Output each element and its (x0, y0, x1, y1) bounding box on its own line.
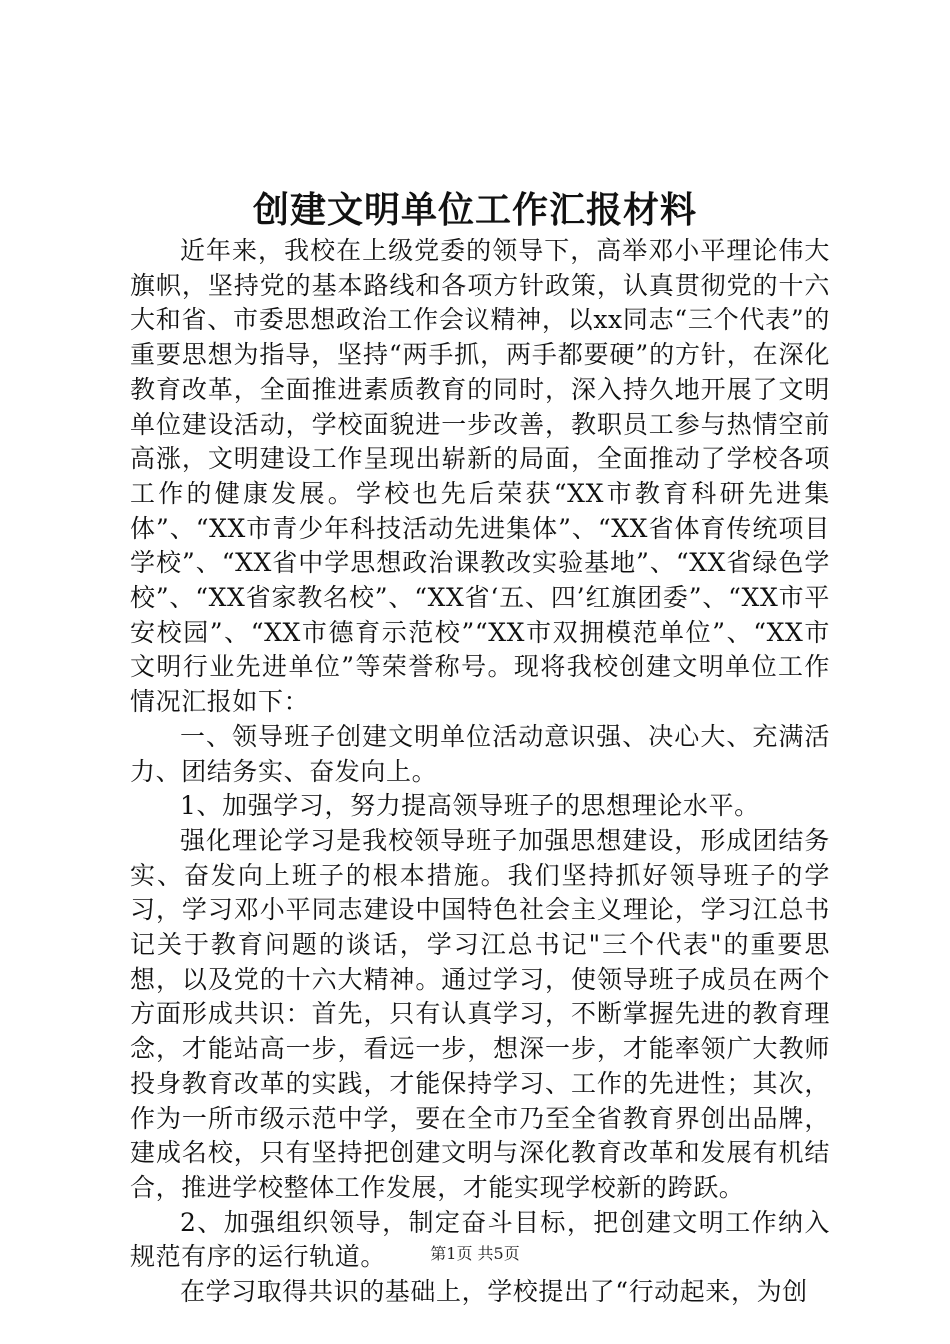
document-title: 创建文明单位工作汇报材料 (252, 189, 697, 231)
page-footer: 第1页 共5页 (430, 1244, 520, 1263)
paragraph-continued: 在学习取得共识的基础上，学校提出了“行动起来，为创 (180, 1277, 808, 1307)
paragraph-study: 强化理论学习是我校领导班子加强思想建设，形成团结务实、奋发向上班子的根本措施。我们坚持抓好领导班子的学习，学习邓小平同志建设中国特色社会主义理论，学习江总书记关于教育问题的谈话，学习江总书记"三个代表"的重要思想，以及党的十六大精神。通过学习，使领导班子成员在两个方面形成共识：首先，只有认真学习，不断掌握先进的教育理念，才能站高一步，看远一步，想深一步，才能率领广大教师投身教育改革的实践，才能保持学习、工作的先进性；其次，作为一所市级示范中学，要在全市乃至全省教育界创出品牌，建成名校，只有坚持把创建文明与深化教育改革和发展有机结合，推进学校整体工作发展，才能实现学校新的跨跃。 (130, 825, 830, 1202)
document-body (130, 234, 830, 1310)
paragraph-intro: 近年来，我校在上级党委的领导下，高举邓小平理论伟大旗帜，坚持党的基本路线和各项方针政策，认真贯彻党的十六大和省、市委思想政治工作会议精神，以xx同志“三个代表”的重要思想为指导，坚持“两手抓，两手都要硬”的方针，在深化教育改革，全面推进素质教育的同时，深入持久地开展了文明单位建设活动，学校面貌进一步改善，教职员工参与热情空前高涨，文明建设工作呈现出崭新的局面，全面推动了学校各项工作的健康发展。学校也先后荣获“XX市教育科研先进集体”、“XX市青少年科技活动先进集体”、“XX省体育传统项目学校”、“XX省中学思想政治课教改实验基地”、“XX省绿色学校”、“XX省家教名校”、“XX省‘五、四’红旗团委”、“XX市平安校园”、“XX市德育示范校”“XX市双拥模范单位”、“XX市文明行业先进单位”等荣誉称号。现将我校创建文明单位工作情况汇报如下： (130, 236, 830, 717)
subheading-2: 2、加强组织领导，制定奋斗目标，把创建文明工作纳入规范有序的运行轨道。 (130, 1207, 830, 1272)
section-heading-1: 一、领导班子创建文明单位活动意识强、决心大、充满活力、团结务实、奋发向上。 (130, 721, 830, 786)
subheading-1: 1、加强学习，努力提高领导班子的思想理论水平。 (180, 791, 760, 821)
